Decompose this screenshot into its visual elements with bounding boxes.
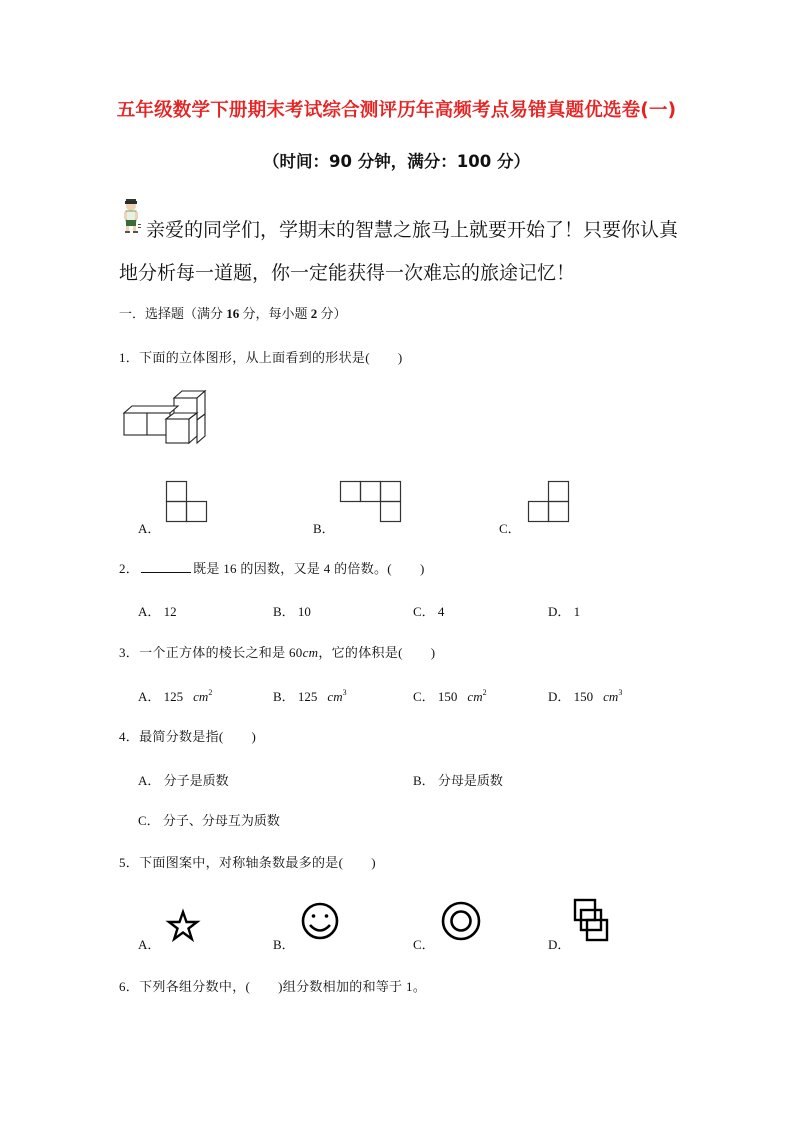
q1-option-a-label[interactable]: A． — [138, 521, 161, 536]
star-icon[interactable] — [167, 910, 199, 942]
question-number: 2． — [119, 561, 140, 576]
question-3 — [119, 642, 435, 661]
question-4 — [119, 726, 256, 745]
section-mid: 分，每小题 — [239, 306, 311, 321]
question-number: 5． — [119, 855, 140, 870]
question-text-end: ) — [371, 855, 376, 870]
q1-option-a-figure[interactable] — [166, 481, 208, 523]
q1-option-c-label[interactable]: C． — [499, 521, 521, 536]
q2-option-c[interactable]: C． 4 — [413, 604, 445, 619]
question-number: 1． — [119, 350, 140, 365]
q3-option-b[interactable]: B． 125 $cm^3$ — [273, 688, 347, 704]
q5-option-a-label[interactable]: A． — [138, 937, 161, 952]
question-number: 3． — [119, 645, 140, 660]
q3-option-a[interactable]: A． 125 $cm^2$ — [138, 688, 213, 704]
q5-option-c-label[interactable]: C． — [413, 937, 435, 952]
document-subtitle: （时间：90 分钟，满分：100 分） — [263, 152, 530, 171]
concentric-circles-icon[interactable] — [441, 901, 481, 941]
fill-in-blank[interactable] — [141, 562, 191, 573]
q2-option-d[interactable]: D． 1 — [548, 604, 581, 619]
student-mascot-icon — [120, 198, 142, 234]
q3-option-d[interactable]: D． 150 $cm^3$ — [548, 688, 623, 704]
q3-option-c[interactable]: C． 150 $cm^2$ — [413, 688, 487, 704]
q4-option-c[interactable]: C． 分子、分母互为质数 — [138, 813, 280, 828]
q4-option-a[interactable]: A． 分子是质数 — [138, 773, 229, 788]
intro-line-1: 亲爱的同学们，学期末的智慧之旅马上就要开始了！只要你认真 — [146, 219, 679, 241]
overlapping-squares-icon[interactable] — [573, 898, 609, 942]
question-text: 一个正方体的棱长之和是 60 — [139, 645, 303, 660]
q1-option-b-figure[interactable] — [340, 481, 402, 523]
question-text: 下列各组分数中，( — [139, 979, 251, 994]
question-text-end: ) — [430, 645, 436, 660]
q4-option-b[interactable]: B． 分母是质数 — [413, 773, 503, 788]
question-text-end: ) — [251, 729, 257, 744]
smiley-face-icon[interactable] — [301, 901, 339, 941]
section-suffix: 分） — [317, 306, 347, 321]
question-text-end: )组分数相加的和等于 1。 — [278, 979, 427, 994]
q2-option-b[interactable]: B． 10 — [273, 604, 311, 619]
question-text: 下面图案中，对称轴条数最多的是( — [139, 855, 344, 870]
question-2 — [119, 558, 425, 577]
question-text: 下面的立体图形，从上面看到的形状是( — [139, 350, 370, 365]
section-score: 16 — [226, 306, 240, 321]
q5-option-d-label[interactable]: D． — [548, 937, 571, 952]
section-header — [119, 303, 347, 322]
question-text: 最简分数是指( — [139, 729, 224, 744]
q1-option-c-figure[interactable] — [528, 481, 570, 523]
question-number: 6． — [119, 979, 140, 994]
section-prefix: 一．选择题（满分 — [119, 306, 227, 321]
question-text: 既是 16 的因数，又是 4 的倍数。( — [193, 561, 392, 576]
section-each: 2 — [310, 306, 318, 321]
q2-option-a[interactable]: A． 12 — [138, 604, 177, 619]
question-text-end: ) — [419, 561, 425, 576]
question-5 — [119, 852, 376, 871]
question-text-2: ，它的体积是( — [318, 645, 403, 660]
unit: cm — [302, 645, 319, 660]
question-number: 4． — [119, 729, 140, 744]
cube-stack-figure — [122, 389, 212, 444]
intro-line-2: 地分析每一道题，你一定能获得一次难忘的旅途记忆！ — [119, 262, 576, 284]
question-6 — [119, 976, 426, 995]
q1-option-b-label[interactable]: B． — [313, 521, 335, 536]
q5-option-b-label[interactable]: B． — [273, 937, 295, 952]
document-title: 五年级数学下册期末考试综合测评历年高频考点易错真题优选卷(一) — [116, 100, 677, 121]
question-1 — [119, 347, 402, 366]
question-text-end: ) — [397, 350, 403, 365]
